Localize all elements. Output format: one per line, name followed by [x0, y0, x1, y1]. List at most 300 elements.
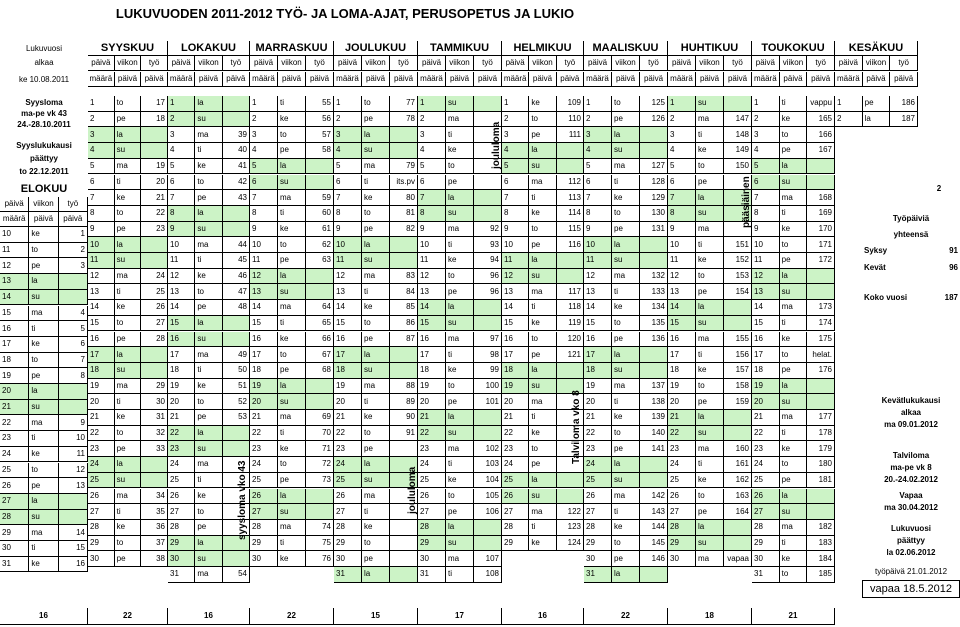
work-day: 5: [59, 321, 88, 337]
subhead: päivä: [890, 72, 918, 87]
work-day: [223, 316, 250, 332]
weekday: to: [29, 463, 58, 479]
weekday: su: [195, 551, 222, 567]
work-day: 29: [141, 379, 168, 395]
day-number: 1: [835, 96, 863, 112]
subhead: määrä: [668, 72, 696, 87]
weekday: ma: [780, 190, 808, 206]
work-day: [724, 410, 752, 426]
day-number: 25: [418, 473, 446, 489]
weekday: su: [29, 400, 58, 416]
month-header: ELOKUU: [20, 182, 68, 195]
weekday: pe: [115, 441, 142, 457]
weekday: su: [529, 269, 556, 285]
day-number: 13: [668, 284, 696, 300]
day-number: 3: [88, 127, 115, 143]
work-day: 37: [141, 536, 168, 552]
work-day: [474, 300, 502, 316]
day-number: 12: [418, 269, 446, 285]
day-number: 18: [418, 363, 446, 379]
weekday: su: [696, 536, 724, 552]
work-day: [807, 269, 835, 285]
day-number: 4: [168, 143, 195, 159]
month-total: 15: [334, 608, 418, 625]
day-number: 2: [835, 112, 863, 128]
label: päättyy: [896, 536, 925, 545]
weekday: to: [446, 159, 474, 175]
weekday: ti: [29, 431, 58, 447]
weekday: pe: [115, 112, 142, 128]
work-day: 94: [474, 253, 502, 269]
work-day: 147: [724, 112, 752, 128]
day-number: 28: [752, 520, 780, 536]
work-day: 145: [640, 536, 668, 552]
work-day: 128: [640, 175, 668, 191]
weekday: ke: [115, 520, 142, 536]
work-day: 174: [807, 316, 835, 332]
subhead: päivä: [863, 72, 891, 87]
weekday: ke: [696, 143, 724, 159]
weekday: ke: [115, 300, 142, 316]
weekday: su: [115, 143, 142, 159]
weekday: ma: [195, 127, 222, 143]
work-day: 71: [306, 441, 334, 457]
subhead: päivä: [195, 72, 222, 87]
day-number: 26: [418, 489, 446, 505]
day-number: 5: [668, 159, 696, 175]
work-day: 101: [474, 394, 502, 410]
label: alkaa: [900, 408, 922, 417]
weekday: la: [278, 379, 306, 395]
day-number: 10: [0, 227, 29, 243]
weekday: to: [612, 426, 640, 442]
day-number: 14: [0, 290, 29, 306]
weekday: ti: [278, 206, 306, 222]
day-number: 19: [668, 379, 696, 395]
day-number: 5: [168, 159, 195, 175]
day-number: 9: [334, 222, 362, 238]
day-number: 16: [418, 332, 446, 348]
weekday: ke: [278, 551, 306, 567]
day-number: 25: [334, 473, 362, 489]
day-number: 17: [418, 347, 446, 363]
day-number: 4: [502, 143, 529, 159]
weekday: su: [115, 473, 142, 489]
day-number: 31: [334, 567, 362, 583]
weekday: to: [612, 316, 640, 332]
day-number: 26: [584, 489, 612, 505]
weekday: su: [696, 96, 724, 112]
day-number: 16: [88, 332, 115, 348]
work-day: [724, 536, 752, 552]
work-day: 83: [390, 269, 418, 285]
work-day: [640, 567, 668, 583]
work-day: [724, 316, 752, 332]
subhead: päivä: [446, 72, 474, 87]
weekday: ti: [446, 567, 474, 583]
day-number: 17: [168, 347, 195, 363]
month-header: HUHTIKUU: [668, 41, 752, 56]
day-number: 12: [668, 269, 696, 285]
weekday: pe: [696, 284, 724, 300]
label: Vapaa: [899, 491, 923, 500]
work-day: [223, 96, 250, 112]
work-day: [807, 175, 835, 191]
subhead: määrä: [0, 212, 29, 227]
work-day: 123: [557, 520, 584, 536]
day-number: 11: [0, 243, 29, 259]
day-number: 23: [502, 441, 529, 457]
day-number: 21: [88, 410, 115, 426]
day-number: 13: [502, 284, 529, 300]
weekday: su: [278, 504, 306, 520]
weekday: ma: [529, 504, 556, 520]
day-number: 23: [168, 441, 195, 457]
day-number: 10: [250, 237, 278, 253]
day-number: 28: [502, 520, 529, 536]
weekday: to: [696, 159, 724, 175]
day-number: 31: [418, 567, 446, 583]
day-number: 5: [752, 159, 780, 175]
weekday: to: [115, 426, 142, 442]
weekday: to: [195, 394, 222, 410]
weekday: la: [362, 347, 390, 363]
day-number: 7: [250, 190, 278, 206]
day-number: 12: [250, 269, 278, 285]
day-number: 5: [250, 159, 278, 175]
day-number: 25: [250, 473, 278, 489]
day-number: 13: [88, 284, 115, 300]
work-day: 168: [807, 190, 835, 206]
weekday: ti: [612, 175, 640, 191]
work-day: 169: [807, 206, 835, 222]
day-number: 27: [418, 504, 446, 520]
day-number: 10: [418, 237, 446, 253]
vertical-label: Talviloma vko 8: [571, 390, 582, 465]
work-day: 170: [807, 222, 835, 238]
subhead: päivä: [141, 72, 168, 87]
work-day: 39: [223, 127, 250, 143]
work-day: 12: [59, 463, 88, 479]
label: Lukuvuosi: [25, 43, 63, 53]
day-number: 16: [502, 332, 529, 348]
work-day: 98: [474, 347, 502, 363]
work-day: [306, 159, 334, 175]
day-number: 22: [668, 426, 696, 442]
day-number: 9: [668, 222, 696, 238]
day-number: 10: [668, 237, 696, 253]
day-number: 16: [584, 332, 612, 348]
weekday: la: [362, 127, 390, 143]
weekday: ke: [195, 269, 222, 285]
work-day: [306, 284, 334, 300]
subhead: viikon: [115, 56, 142, 71]
day-number: 15: [418, 316, 446, 332]
work-day: [390, 347, 418, 363]
day-number: 30: [88, 551, 115, 567]
weekday: pe: [278, 253, 306, 269]
weekday: ke: [195, 489, 222, 505]
subhead: päivä: [668, 56, 696, 71]
day-number: 10: [334, 237, 362, 253]
subhead: päivä: [0, 197, 29, 212]
day-number: 31: [584, 567, 612, 583]
work-day: 56: [306, 112, 334, 128]
weekday: ke: [446, 143, 474, 159]
subhead: työ: [807, 56, 835, 71]
weekday: la: [529, 253, 556, 269]
weekday: ke: [29, 227, 58, 243]
work-day: 111: [557, 127, 584, 143]
day-number: 3: [418, 127, 446, 143]
month-header: LOKAKUU: [168, 41, 250, 56]
weekday: ke: [115, 410, 142, 426]
work-day: [59, 494, 88, 510]
subhead: viikon: [612, 56, 640, 71]
work-day: 119: [557, 316, 584, 332]
work-day: 100: [474, 379, 502, 395]
day-number: 13: [168, 284, 195, 300]
day-number: 7: [88, 190, 115, 206]
day-number: 14: [668, 300, 696, 316]
day-number: 22: [502, 426, 529, 442]
weekday: la: [115, 237, 142, 253]
work-day: 125: [640, 96, 668, 112]
work-day: 180: [807, 457, 835, 473]
work-day: [390, 237, 418, 253]
day-number: 4: [88, 143, 115, 159]
work-day: 70: [306, 426, 334, 442]
day-number: 23: [752, 441, 780, 457]
weekday: to: [115, 206, 142, 222]
day-number: 8: [668, 206, 696, 222]
work-day: 178: [807, 426, 835, 442]
work-day: 18: [141, 112, 168, 128]
work-day: 138: [640, 394, 668, 410]
weekday: pe: [780, 253, 808, 269]
work-day: 44: [223, 237, 250, 253]
work-day: 112: [557, 175, 584, 191]
day-number: 25: [584, 473, 612, 489]
day-number: 27: [250, 504, 278, 520]
work-day: [59, 384, 88, 400]
day-number: 4: [668, 143, 696, 159]
day-number: 14: [250, 300, 278, 316]
work-day: 157: [724, 363, 752, 379]
day-number: 23: [88, 441, 115, 457]
work-day: [390, 127, 418, 143]
weekday: pe: [195, 520, 222, 536]
work-day: 113: [557, 190, 584, 206]
weekday: to: [696, 269, 724, 285]
day-number: 17: [0, 337, 29, 353]
weekday: ti: [362, 284, 390, 300]
work-day: [59, 290, 88, 306]
day-number: 22: [168, 426, 195, 442]
month-header: TAMMIKUU: [418, 41, 502, 56]
day-number: 25: [168, 473, 195, 489]
weekday: to: [195, 284, 222, 300]
subhead: päivä: [168, 56, 195, 71]
day-number: 9: [250, 222, 278, 238]
work-day: 161: [724, 457, 752, 473]
day-number: 21: [418, 410, 446, 426]
weekday: to: [115, 536, 142, 552]
day-number: 16: [0, 321, 29, 337]
weekday: ti: [780, 536, 808, 552]
weekday: ma: [362, 159, 390, 175]
day-number: 20: [502, 394, 529, 410]
work-day: [807, 394, 835, 410]
work-day: 53: [223, 410, 250, 426]
day-number: 14: [88, 300, 115, 316]
work-day: 30: [141, 394, 168, 410]
day-number: 22: [250, 426, 278, 442]
work-day: [306, 504, 334, 520]
weekday: ma: [195, 567, 222, 583]
weekday: su: [362, 253, 390, 269]
weekday: su: [529, 489, 556, 505]
weekday: to: [362, 316, 390, 332]
day-number: 19: [88, 379, 115, 395]
weekday: la: [195, 206, 222, 222]
work-day: 59: [306, 190, 334, 206]
day-number: 26: [250, 489, 278, 505]
day-number: 21: [668, 410, 696, 426]
work-day: [474, 206, 502, 222]
weekday: ma: [362, 379, 390, 395]
weekday: ma: [446, 112, 474, 128]
label: Syksy: [864, 245, 888, 255]
label: Kevätlukukausi: [881, 396, 941, 405]
weekday: pe: [529, 237, 556, 253]
work-day: 68: [306, 363, 334, 379]
subhead: työ: [474, 56, 502, 71]
work-day: [141, 473, 168, 489]
work-day: [807, 504, 835, 520]
weekday: ti: [446, 237, 474, 253]
weekday: to: [362, 96, 390, 112]
work-day: [141, 237, 168, 253]
work-day: 99: [474, 363, 502, 379]
work-day: [474, 536, 502, 552]
label: vapaa 18.5.2012: [862, 580, 960, 598]
work-day: [59, 400, 88, 416]
day-number: 17: [752, 347, 780, 363]
weekday: ke: [278, 332, 306, 348]
day-number: 25: [668, 473, 696, 489]
day-number: 13: [584, 284, 612, 300]
day-number: 5: [334, 159, 362, 175]
work-day: 162: [724, 473, 752, 489]
subhead: päivä: [88, 56, 115, 71]
month-header: MAALISKUU: [584, 41, 668, 56]
day-number: 7: [584, 190, 612, 206]
weekday: ma: [29, 415, 58, 431]
weekday: pe: [696, 504, 724, 520]
day-number: 20: [0, 384, 29, 400]
work-day: 75: [306, 536, 334, 552]
work-day: 88: [390, 379, 418, 395]
day-number: 15: [668, 316, 696, 332]
day-number: 17: [584, 347, 612, 363]
month-header: SYYSKUU: [88, 41, 168, 56]
weekday: la: [115, 127, 142, 143]
weekday: ma: [278, 410, 306, 426]
day-number: 31: [752, 567, 780, 583]
work-day: 139: [640, 410, 668, 426]
work-day: [807, 379, 835, 395]
weekday: ke: [278, 222, 306, 238]
weekday: pe: [29, 368, 58, 384]
weekday: ti: [780, 426, 808, 442]
day-number: 27: [752, 504, 780, 520]
weekday: la: [278, 269, 306, 285]
weekday: su: [529, 159, 556, 175]
day-number: 9: [502, 222, 529, 238]
month-total: 18: [668, 608, 752, 625]
subhead: määrä: [584, 72, 612, 87]
day-number: 20: [168, 394, 195, 410]
weekday: ti: [362, 504, 390, 520]
weekday: ke: [612, 410, 640, 426]
work-day: 148: [724, 127, 752, 143]
work-day: 127: [640, 159, 668, 175]
day-number: 3: [334, 127, 362, 143]
work-day: 35: [141, 504, 168, 520]
subhead: viikon: [446, 56, 474, 71]
weekday: to: [780, 347, 808, 363]
work-day: 67: [306, 347, 334, 363]
weekday: ke: [362, 410, 390, 426]
work-day: 40: [223, 143, 250, 159]
day-number: 10: [752, 237, 780, 253]
work-day: 11: [59, 447, 88, 463]
work-day: [474, 410, 502, 426]
work-day: [474, 426, 502, 442]
work-day: 116: [557, 237, 584, 253]
day-number: 17: [334, 347, 362, 363]
day-number: 6: [168, 175, 195, 191]
work-day: 136: [640, 332, 668, 348]
work-day: [640, 347, 668, 363]
weekday: to: [780, 567, 808, 583]
day-number: 7: [418, 190, 446, 206]
weekday: la: [612, 457, 640, 473]
day-number: 15: [0, 306, 29, 322]
day-number: 14: [502, 300, 529, 316]
weekday: pe: [612, 332, 640, 348]
day-number: 10: [88, 237, 115, 253]
day-number: 24: [168, 457, 195, 473]
work-day: 117: [557, 284, 584, 300]
work-day: 129: [640, 190, 668, 206]
weekday: ti: [529, 520, 556, 536]
work-day: 23: [141, 222, 168, 238]
weekday: su: [612, 143, 640, 159]
day-number: 13: [334, 284, 362, 300]
day-number: 18: [88, 363, 115, 379]
weekday: ti: [696, 457, 724, 473]
weekday: to: [612, 536, 640, 552]
work-day: [141, 457, 168, 473]
work-day: [390, 363, 418, 379]
day-number: 18: [668, 363, 696, 379]
subhead: päivä: [278, 72, 306, 87]
subhead: työ: [390, 56, 418, 71]
weekday: pe: [446, 284, 474, 300]
month-header: HELMIKUU: [502, 41, 584, 56]
